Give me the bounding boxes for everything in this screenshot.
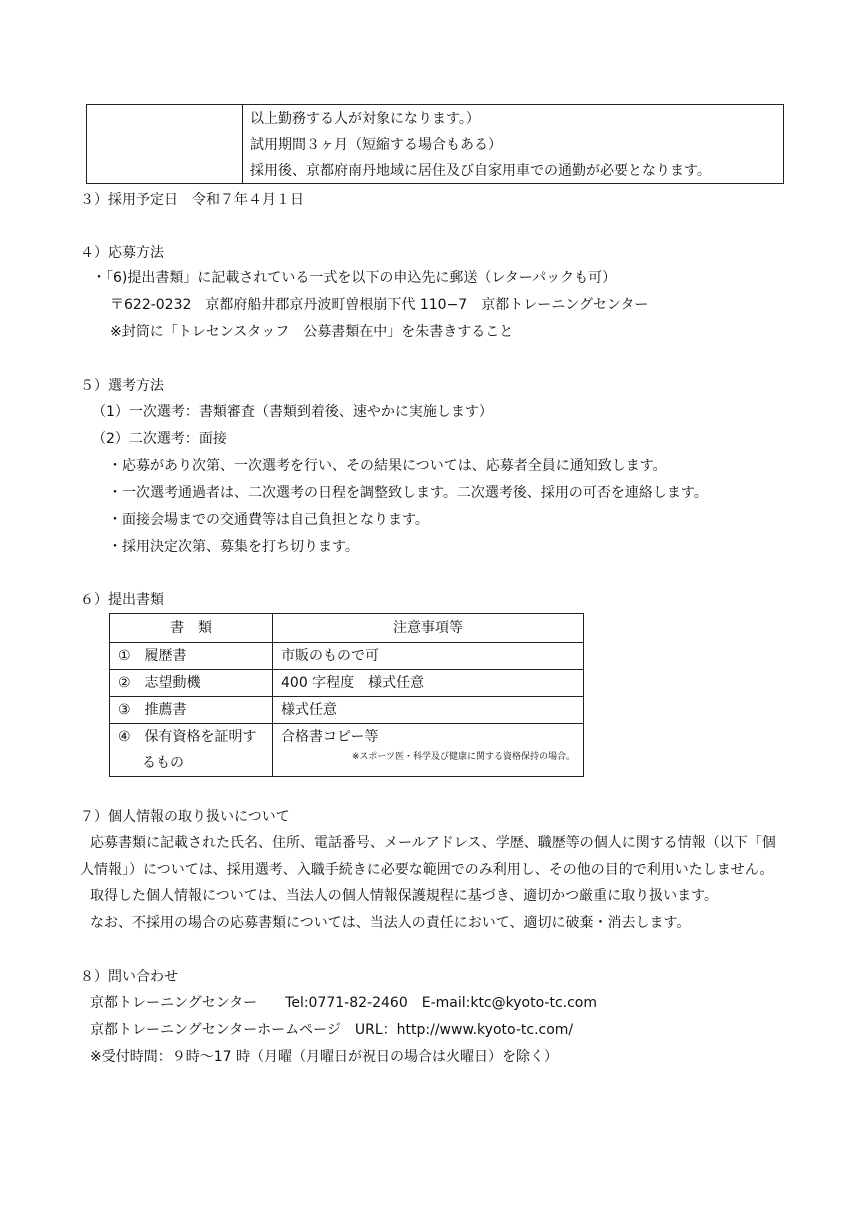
table-line: 試用期間３ヶ月（短縮する場合もある） bbox=[250, 137, 502, 153]
selection-note: ・一次選考通過者は、二次選考の日程を調整致します。二次選考後、採用の可否を連絡します。 bbox=[108, 485, 708, 501]
document-note bbox=[273, 724, 584, 777]
document-note-line: 合格書コピー等 bbox=[281, 729, 379, 745]
table-line: 採用後、京都府南丹地域に居住及び自家用車での通勤が必要となります。 bbox=[250, 163, 711, 179]
section-6-heading: ６）提出書類 bbox=[80, 592, 164, 608]
section-4-heading: ４）応募方法 bbox=[80, 245, 164, 261]
qualification-footnote: ※スポーツ医・科学及び健康に関する資格保持の場合。 bbox=[351, 752, 575, 762]
document-name-line: るもの bbox=[142, 755, 184, 771]
table-row bbox=[110, 643, 584, 670]
selection-note: ・面接会場までの交通費等は自己負担となります。 bbox=[108, 512, 429, 528]
document-name bbox=[110, 724, 273, 777]
contact-info: 京都トレーニングセンター Tel:0771-82-2460 E-mail:ktc@kyoto-tc.com bbox=[90, 995, 597, 1011]
document-note: 様式任意 bbox=[273, 697, 584, 724]
privacy-paragraph: 人情報」）については、採用選考、入職手続きに必要な範囲でのみ利用し、その他の目的で利用いたしません。 bbox=[80, 862, 774, 878]
envelope-note: ※封筒に「トレセンスタッフ 公募書類在中」を朱書きすること bbox=[110, 324, 514, 340]
table-row bbox=[110, 670, 584, 697]
website-info: 京都トレーニングセンターホームページ URL：http://www.kyoto-tc.com/ bbox=[90, 1022, 574, 1038]
employment-conditions-table bbox=[86, 104, 784, 184]
document-note: 400 字程度 様式任意 bbox=[273, 670, 584, 697]
second-selection: （2）二次選考：面接 bbox=[92, 431, 227, 447]
application-method-text: ・「6)提出書類」に記載されている一式を以下の申込先に郵送（レターパックも可） bbox=[92, 270, 617, 286]
table-header-row bbox=[110, 614, 584, 643]
table-row bbox=[110, 724, 584, 777]
header-documents: 書 類 bbox=[110, 614, 273, 643]
section-3-heading: ３）採用予定日 令和７年４月１日 bbox=[80, 192, 304, 208]
document-name: ② 志望動機 bbox=[110, 670, 273, 697]
table-row bbox=[110, 697, 584, 724]
documents-table bbox=[109, 613, 584, 777]
privacy-paragraph: 取得した個人情報については、当法人の個人情報保護規程に基づき、適切かつ厳重に取り扱います。 bbox=[90, 888, 719, 904]
header-notes: 注意事項等 bbox=[273, 614, 584, 643]
privacy-paragraph: 応募書類に記載された氏名、住所、電話番号、メールアドレス、学歴、職歴等の個人に関する情報（以下「個 bbox=[90, 835, 776, 851]
mailing-address: 〒622-0232 京都府船井郡京丹波町曽根崩下代 110−7 京都トレーニングセンター bbox=[110, 297, 649, 313]
section-8-heading: ８）問い合わせ bbox=[80, 969, 178, 985]
privacy-paragraph: なお、不採用の場合の応募書類については、当法人の責任において、適切に破棄・消去します。 bbox=[90, 915, 691, 931]
first-selection: （1）一次選考：書類審査（書類到着後、速やかに実施します） bbox=[92, 404, 493, 420]
selection-note: ・採用決定次第、募集を打ち切ります。 bbox=[108, 539, 359, 555]
section-7-heading: ７）個人情報の取り扱いについて bbox=[80, 809, 290, 825]
document-name-line: ④ 保有資格を証明す bbox=[118, 729, 257, 745]
reception-hours: ※受付時間：９時〜17 時（月曜（月曜日が祝日の場合は火曜日）を除く） bbox=[90, 1049, 558, 1065]
table-line: 以上勤務する人が対象になります。） bbox=[250, 111, 480, 127]
document-name: ③ 推薦書 bbox=[110, 697, 273, 724]
document-note: 市販のもので可 bbox=[273, 643, 584, 670]
table-divider bbox=[242, 105, 243, 183]
selection-note: ・応募があり次第、一次選考を行い、その結果については、応募者全員に通知致します。 bbox=[108, 458, 667, 474]
document-name: ① 履歴書 bbox=[110, 643, 273, 670]
section-5-heading: ５）選考方法 bbox=[80, 378, 164, 394]
